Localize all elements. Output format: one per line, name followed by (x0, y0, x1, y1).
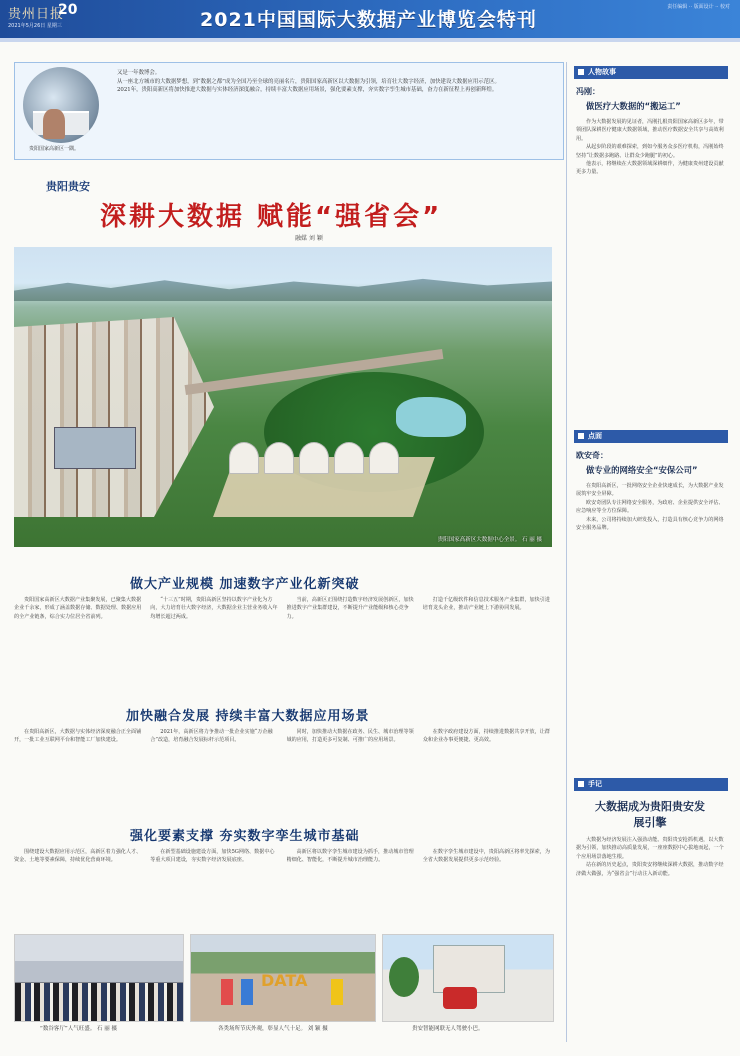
sidebar-commentary-text: 大数据为经济发展注入强劲动能。贵阳贵安抢抓机遇，以大数据为引领，加快推动高质量发展，一座座数据中心拔地而起，一个个应用场景落地生根。 站在新的历史起点，贵阳贵安将继续深耕大数据，推动数字经济做大做强，为“强省会”行动注入新动能。 (576, 837, 724, 877)
article-column: 高新区将以数字孪生城市建设为抓手，推动城市管理精细化、智能化，不断提升城市治理能力。 (286, 849, 414, 864)
sidebar-story-text: 作为大数据发展的见证者，冯刚扎根贵阳国家高新区多年，带领团队深耕医疗健康大数据领域，推动医疗数据安全共享与高效利用。 从起步阶段的艰难探索，到如今服务众多医疗机构，冯刚始终坚持“让数据多跑路、让群众少跑腿”的初心。 他表示，将继续在大数据领域深耕细作，为健康贵州建设贡献更多力量。 (576, 119, 724, 176)
photo-caption: 各类场所节庆外观，彰显人气十足。 刘 颖 摄 (218, 1026, 328, 1032)
intro-photo-caption: 贵阳国家高新区一隅。 (29, 146, 80, 152)
sidebar-story-text: 在贵阳高新区，一批网络安全企业快速成长，为大数据产业发展筑牢安全屏障。 欧安奇团队专注网络安全服务，为政府、企业提供安全评估、应急响应等全方位保障。 未来，公司将持续加大研发投入，打造具有核心竞争力的网络安全服务品牌。 (576, 483, 724, 532)
photo-caption: “数谷客厅”人气旺盛。 石 丽 摄 (40, 1026, 117, 1032)
article-column: 在数字孪生城市建设中，贵阳高新区将率先探索，为全省大数据发展提供更多示范经验。 (422, 849, 550, 864)
article-column: “十三五”时期，贵阳高新区坚持以数字产业化为方向，大力培育壮大数字经济，大数据企业主营业务收入年均增长超过两成。 (150, 597, 278, 620)
column-divider (566, 62, 567, 1042)
sidebar-tab: 点面 (574, 430, 728, 443)
article-column: 同时，加快推动大数据在政务、民生、城市治理等领域的应用，打造更多可复制、可推广的应用场景。 (286, 729, 414, 744)
sidebar-commentary-title: 大数据成为贵阳贵安发展引擎 (595, 800, 705, 829)
article-column: 在新型基础设施建设方面，加快5G网络、数据中心等重大项目建设，夯实数字经济发展底座。 (150, 849, 275, 864)
article-column: 在贵阳高新区，大数据与实体经济深度融合正全面铺开，一批工业互联网平台和智能工厂加快建设。 (14, 729, 142, 744)
sidebar-story-title: 做医疗大数据的“搬运工” (586, 101, 681, 111)
article-column: 贵阳国家高新区大数据产业集聚发展，已聚集大数据企业千余家，形成了涵盖数据存储、数据处理、数据应用的全产业链条，综合实力位居全省前列。 (14, 597, 142, 620)
article-byline: 融媒 刘 颖 (295, 235, 323, 242)
section-heading: 加快融合发展 持续丰富大数据应用场景 (126, 709, 370, 724)
intro-box (14, 62, 564, 160)
photo-caption: 贵安智能网联无人驾驶小巴。 (412, 1026, 484, 1032)
article-column: 围绕建设大数据应用示范区，高新区着力强化人才、资金、土地等要素保障，持续优化营商环境。 (14, 849, 142, 864)
editor-credits: 责任编辑 ·· 版面设计 ·· 校对 (667, 4, 730, 10)
section-body (14, 728, 552, 808)
sidebar-person-name: 欧安奇： (576, 451, 608, 460)
hero-photo-caption: 贵阳国家高新区大数据中心全景。 石 丽 摄 (437, 537, 542, 543)
article-column: 在数字政府建设方面，持续推进数据共享开放，让群众和企业办事更便捷、更高效。 (422, 729, 550, 744)
section-heading: 做大产业规模 加速数字产业化新突破 (130, 577, 360, 592)
intro-paragraph: 又是一年数博会。 (117, 70, 161, 76)
article-column: 2021年，高新区将力争推动一批企业实施“万企融合”改造，培育融合发展标杆示范项目。 (150, 729, 273, 744)
section-body (14, 848, 552, 928)
expo-venue-photo: DATA (190, 934, 376, 1022)
intro-paragraph: 从一座北方城市的大数据梦想，到“数据之都”成为全国乃至全球的亮丽名片，贵阳国家高新区以大数据为引领，培育壮大数字经济，加快建设大数据应用示范区。 (117, 78, 500, 85)
intro-text (107, 69, 555, 95)
header-banner (0, 0, 740, 38)
sidebar-story-title: 做专业的网络安全“安保公司” (586, 465, 698, 475)
sidebar-tab: 手记 (574, 778, 728, 791)
article-column: 打造千亿级软件和信息技术服务产业集群，加快引进培育龙头企业，推动产业链上下游协同发展。 (422, 597, 550, 612)
page-number: 20 (58, 2, 78, 18)
sidebar-tab: 人物故事 (574, 66, 728, 79)
intro-paragraph: 2021年，贵阳高新区将加快推进大数据与实体经济深度融合，持续丰富大数据应用场景，强化要素支撑，夯实数字孪生城市基础，奋力在新征程上再创新辉煌。 (117, 87, 498, 93)
article-kicker: 贵阳贵安 (46, 180, 90, 193)
date-line: 2021年5月26日 星期三 (8, 23, 62, 29)
autonomous-bus-photo (382, 934, 554, 1022)
banner-title: 2021中国国际大数据产业博览会特刊 (200, 9, 537, 31)
expo-crowd-photo (14, 934, 184, 1022)
header-rule (0, 38, 740, 42)
section-heading: 强化要素支撑 夯实数字孪生城市基础 (130, 829, 360, 844)
intro-photo (23, 67, 99, 143)
article-headline: 深耕大数据 赋能“强省会” (100, 202, 443, 232)
sidebar-person-name: 冯刚： (576, 87, 600, 96)
hero-aerial-photo (14, 247, 552, 547)
masthead-logo: 贵州日报 (8, 7, 65, 22)
section-body (14, 596, 552, 686)
article-column: 当前，高新区正围绕打造数字经济发展创新区，加快推进数字产业集群建设，不断提升产业能级和核心竞争力。 (286, 597, 414, 620)
